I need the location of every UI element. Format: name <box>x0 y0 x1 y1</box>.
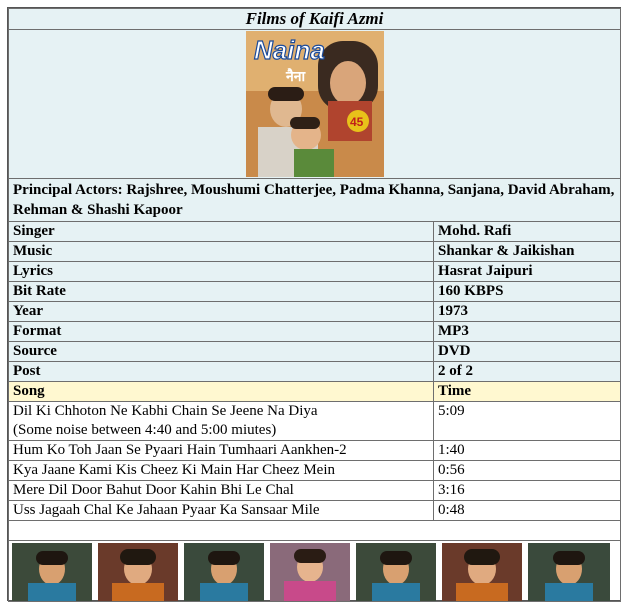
song-row <box>9 402 621 441</box>
thumbnail <box>98 543 178 601</box>
thumbnail <box>184 543 264 601</box>
info-label: Source <box>9 342 434 362</box>
song-title: Uss Jagaah Chal Ke Jahaan Pyaar Ka Sansaar Mile <box>9 501 434 521</box>
song-time: 1:40 <box>434 441 621 461</box>
spacer-cell <box>9 521 621 541</box>
info-value: Shankar & Jaikishan <box>434 242 621 262</box>
poster-image <box>246 31 384 177</box>
page-title: Films of Kaifi Azmi <box>9 9 621 30</box>
info-label: Bit Rate <box>9 282 434 302</box>
song-title-line: Dil Ki Chhoton Ne Kabhi Chain Se Jeene Na Diya <box>13 403 318 419</box>
info-value: 1973 <box>434 302 621 322</box>
info-value: Mohd. Rafi <box>434 222 621 242</box>
song-row <box>9 441 621 461</box>
song-column-header: Song <box>9 382 434 402</box>
info-label: Lyrics <box>9 262 434 282</box>
song-title: Hum Ko Toh Jaan Se Pyaari Hain Tumhaari Aankhen-2 <box>9 441 434 461</box>
info-label: Format <box>9 322 434 342</box>
time-column-header: Time <box>434 382 621 402</box>
poster-badge: 45 <box>349 115 363 129</box>
thumbnail <box>356 543 436 601</box>
info-label: Post <box>9 362 434 382</box>
song-title: Mere Dil Door Bahut Door Kahin Bhi Le Chal <box>9 481 434 501</box>
film-card <box>7 7 621 601</box>
song-time: 0:56 <box>434 461 621 481</box>
info-value: Hasrat Jaipuri <box>434 262 621 282</box>
song-title <box>9 402 434 441</box>
info-label: Music <box>9 242 434 262</box>
song-time: 5:09 <box>434 402 621 441</box>
screenshot-strip <box>9 541 621 602</box>
info-value: 160 KBPS <box>434 282 621 302</box>
thumbnail <box>528 543 610 601</box>
thumbnail <box>12 543 92 601</box>
thumbnail <box>442 543 522 601</box>
song-row <box>9 481 621 501</box>
thumbnail <box>270 543 350 601</box>
film-table <box>8 8 621 602</box>
song-time: 3:16 <box>434 481 621 501</box>
poster-cell <box>9 30 621 179</box>
spacer-row <box>9 521 621 541</box>
principal-actors: Principal Actors: Rajshree, Moushumi Chatterjee, Padma Khanna, Sanjana, David Abraham, Rehman & Shashi Kapoor <box>9 179 621 222</box>
poster-hindi: नैना <box>285 69 305 85</box>
song-note: (Some noise between 4:40 and 5:00 miutes) <box>13 422 277 438</box>
info-label: Singer <box>9 222 434 242</box>
screenshot-strip-image <box>12 543 616 601</box>
song-row <box>9 501 621 521</box>
info-label: Year <box>9 302 434 322</box>
info-value: 2 of 2 <box>434 362 621 382</box>
song-title: Kya Jaane Kami Kis Cheez Ki Main Har Cheez Mein <box>9 461 434 481</box>
song-row <box>9 461 621 481</box>
info-value: MP3 <box>434 322 621 342</box>
song-time: 0:48 <box>434 501 621 521</box>
info-value: DVD <box>434 342 621 362</box>
poster-title: Naina <box>253 35 325 65</box>
